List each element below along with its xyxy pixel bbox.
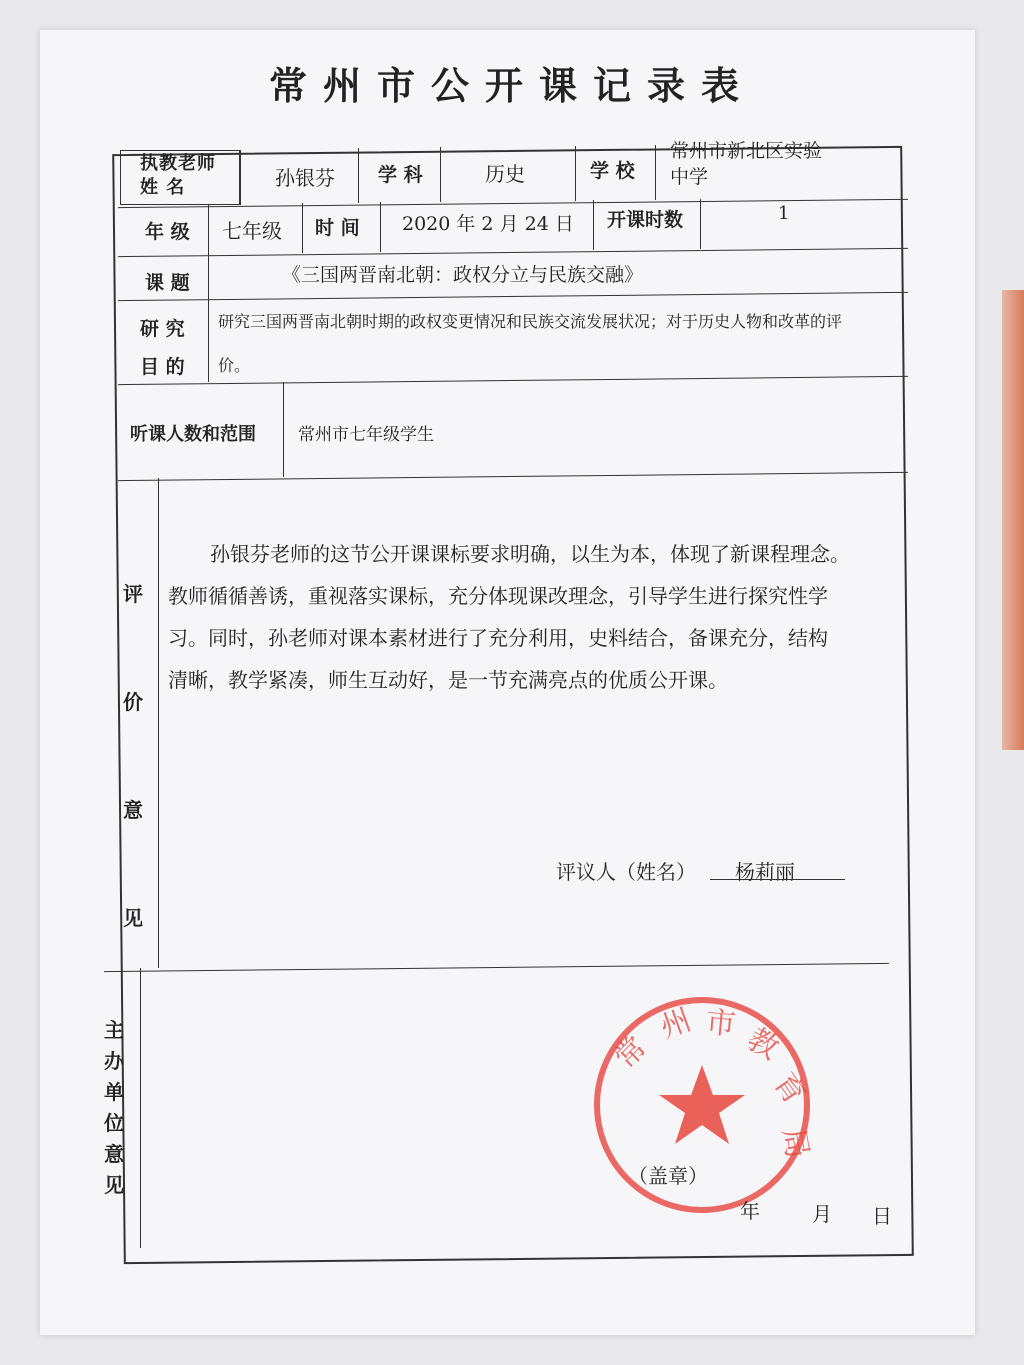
- svg-text:教: 教: [741, 1021, 785, 1067]
- value-teacher: 孙银芬: [275, 166, 335, 190]
- svg-text:常: 常: [607, 1029, 654, 1076]
- date-year: 年: [740, 1199, 760, 1223]
- background-object: [1002, 290, 1024, 750]
- divider: [240, 150, 241, 205]
- label-teacher: 执教老师 姓 名: [140, 153, 216, 198]
- signature-line: [710, 879, 845, 880]
- label-time: 时 间: [315, 217, 360, 239]
- evaluation-line: 习。同时，孙老师对课本素材进行了充分利用，史料结合，备课充分，结构: [168, 626, 828, 650]
- divider: [380, 202, 381, 252]
- label-evaluation: 评 价 意 见: [123, 582, 143, 930]
- label-audience: 听课人数和范围: [130, 424, 256, 445]
- label-purpose: 研 究 目 的: [140, 318, 185, 378]
- reviewer-label: 评议人（姓名）: [556, 860, 696, 884]
- divider: [208, 297, 209, 382]
- svg-text:育: 育: [766, 1066, 813, 1112]
- value-topic: 《三国两晋南北朝：政权分立与民族交融》: [282, 264, 644, 286]
- label-organizer: 主 办 单 位 意 见: [104, 1018, 124, 1197]
- divider: [208, 204, 209, 254]
- date-day: 日: [872, 1204, 892, 1228]
- label-hours: 开课时数: [607, 209, 684, 231]
- divider: [655, 145, 656, 200]
- divider: [575, 146, 576, 201]
- value-subject: 历史: [485, 162, 525, 186]
- svg-text:局: 局: [775, 1125, 815, 1161]
- value-school: 常州市新北区实验中学: [670, 140, 823, 188]
- divider: [140, 968, 141, 1248]
- value-hours: 1: [778, 203, 790, 224]
- form-title: 常州市公开课记录表: [268, 63, 755, 108]
- label-school: 学 校: [590, 160, 635, 182]
- seal-caption: （盖章）: [628, 1164, 708, 1188]
- evaluation-line: 孙银芬老师的这节公开课课标要求明确，以生为本，体现了新课程理念。: [210, 542, 850, 566]
- divider: [440, 147, 441, 202]
- divider: [593, 200, 594, 250]
- label-grade: 年 级: [145, 221, 190, 243]
- svg-text:州: 州: [655, 1002, 696, 1046]
- divider: [208, 253, 209, 298]
- value-audience: 常州市七年级学生: [298, 425, 434, 445]
- divider: [302, 203, 303, 253]
- divider: [358, 148, 359, 203]
- divider: [283, 382, 284, 477]
- svg-text:市: 市: [704, 1005, 738, 1043]
- value-purpose: 研究三国两晋南北朝时期的政权变更情况和民族交流发展状况；对于历史人物和改革的评价。: [218, 312, 843, 375]
- value-time: 2020 年 2 月 24 日: [402, 213, 574, 235]
- divider: [158, 478, 159, 968]
- divider: [700, 199, 701, 249]
- label-subject: 学 科: [378, 164, 423, 186]
- label-topic: 课 题: [145, 272, 190, 294]
- evaluation-text: [168, 533, 868, 701]
- evaluation-line: 清晰，教学紧凑，师生互动好，是一节充满亮点的优质公开课。: [168, 668, 728, 692]
- date-month: 月: [812, 1202, 832, 1226]
- value-grade: 七年级: [222, 219, 282, 243]
- evaluation-line: 教师循循善诱，重视落实课标，充分体现课改理念，引导学生进行探究性学: [168, 584, 828, 608]
- reviewer-name: 杨莉丽: [735, 860, 795, 884]
